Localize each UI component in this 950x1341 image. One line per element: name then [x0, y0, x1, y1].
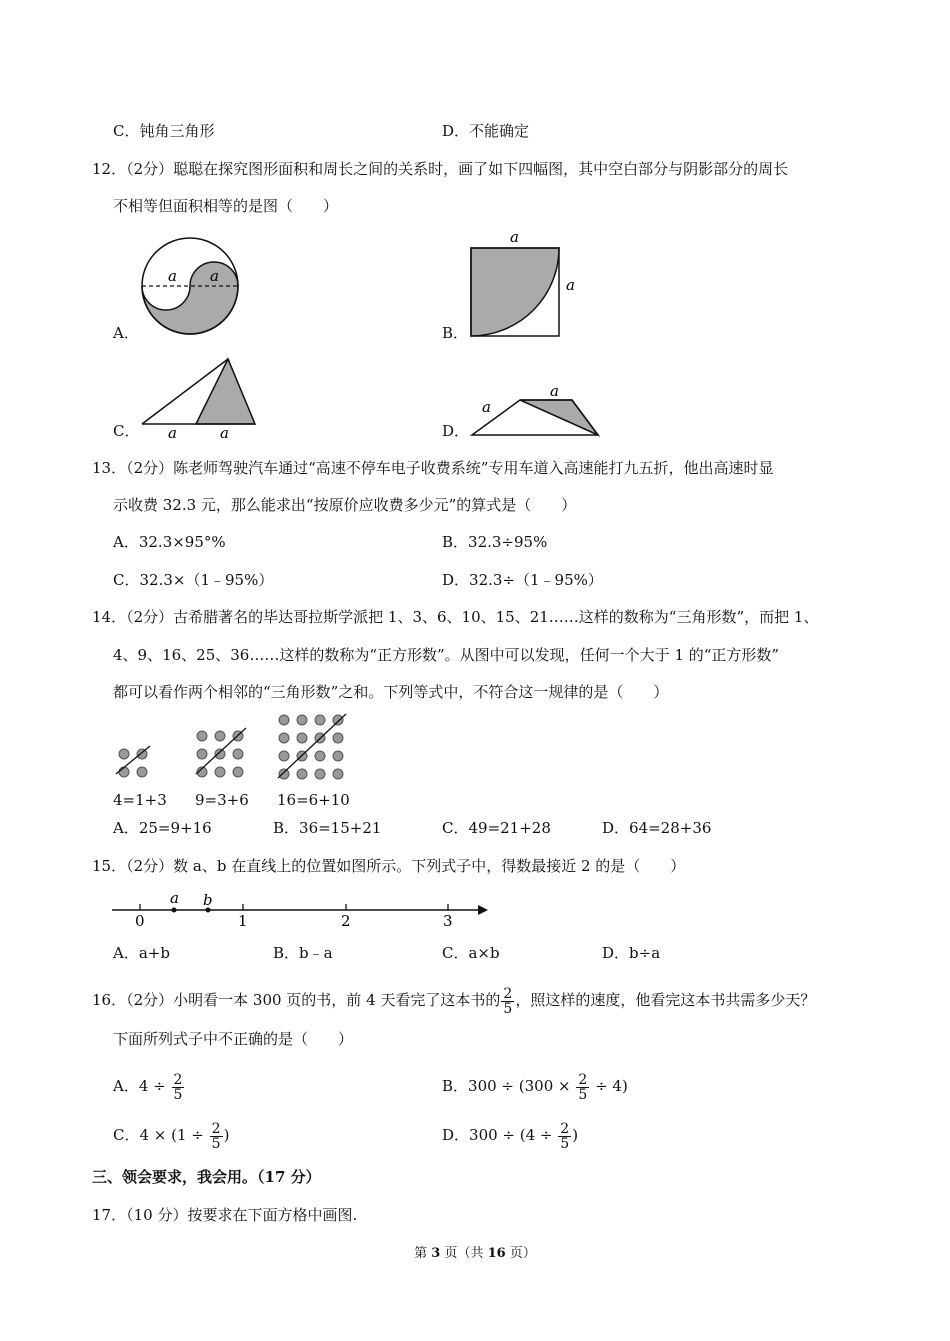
- q16-opt-a-frac: [172, 1073, 185, 1102]
- q12-fig-c-label-2: a: [220, 424, 229, 442]
- q12-figure-b-square: [470, 228, 590, 340]
- q16-opt-c-den: 5: [211, 1135, 221, 1152]
- q16-opt-d-num: 2: [560, 1120, 570, 1137]
- q15-option-c: C．a×b: [442, 944, 500, 962]
- q11-option-c: C．钝角三角形: [113, 122, 215, 140]
- footer-pre: 第: [414, 1246, 432, 1261]
- q13-stem-line1: 13．（2分）陈老师驾驶汽车通过“高速不停车电子收费系统”专用车道入高速能打九五折，他出高速时显: [92, 459, 774, 477]
- q16-stem-line1: [92, 982, 815, 1018]
- q14-dots-2x2: [119, 749, 147, 777]
- q12-fig-a-label-2: a: [210, 267, 219, 285]
- q12-stem-line2: 不相等但面积相等的是图（ ）: [113, 197, 339, 215]
- q15-label-b: b: [203, 891, 213, 909]
- q16-opt-c-pre: C．4 × (1 ÷: [113, 1126, 204, 1144]
- q15-option-a: A．a+b: [113, 944, 170, 962]
- q15-stem: 15．（2分）数 a、b 在直线上的位置如图所示。下列式子中，得数最接近 2 的是（ ）: [92, 857, 686, 875]
- q15-tick-2: 2: [341, 912, 351, 930]
- q16-option-a: [113, 1068, 185, 1104]
- q11-option-d: D．不能确定: [442, 122, 530, 140]
- q12-fig-d-label-left: a: [482, 398, 491, 416]
- q16-frac-num: 2: [503, 985, 513, 1002]
- q12-figure-a-yinyang: [140, 236, 244, 340]
- q17-stem: 17．（10 分）按要求在下面方格中画图.: [92, 1206, 358, 1224]
- q12-option-c: C．: [113, 422, 140, 440]
- q16-opt-d-post: ): [572, 1126, 579, 1144]
- q15-label-a: a: [170, 889, 179, 907]
- q14-fig-label-1: 4=1+3: [113, 791, 167, 809]
- q16-opt-a-den: 5: [173, 1086, 183, 1103]
- q16-opt-a-pre: A．4 ÷: [113, 1077, 166, 1095]
- q16-frac-den: 5: [503, 1000, 513, 1017]
- q12-fig-b-label-right: a: [566, 276, 575, 294]
- q15-option-b: B．b﹣a: [273, 944, 333, 962]
- q14-option-d: D．64=28+36: [602, 819, 712, 837]
- footer-page-number: 3: [431, 1246, 441, 1261]
- q14-stem-line3: 都可以看作两个相邻的“三角形数”之和。下列等式中，不符合这一规律的是（ ）: [113, 683, 669, 701]
- q12-fig-d-label-top: a: [550, 382, 559, 400]
- q16-fraction: [501, 987, 514, 1016]
- q13-option-d: D．32.3÷（1﹣95%）: [442, 571, 603, 589]
- q16-opt-b-frac: [576, 1073, 589, 1102]
- q12-fig-a-label-1: a: [168, 267, 177, 285]
- section-3-heading: 三、领会要求，我会用。（17 分）: [92, 1168, 321, 1186]
- q16-option-b: [442, 1068, 628, 1104]
- q15-tick-1: 1: [238, 912, 248, 930]
- q13-option-b: B．32.3÷95%: [442, 533, 548, 551]
- q14-fig-label-2: 9=3+6: [195, 791, 249, 809]
- q14-option-b: B．36=15+21: [273, 819, 382, 837]
- q14-stem-line1: 14．（2分）古希腊著名的毕达哥拉斯学派把 1、3、6、10、15、21……这样的数称为“三角形数”，而把 1、: [92, 608, 819, 626]
- q16-opt-c-frac: [210, 1122, 223, 1151]
- q12-option-d: D．: [442, 422, 470, 440]
- q14-option-c: C．49=21+28: [442, 819, 551, 837]
- q13-option-c: C．32.3×（1﹣95%）: [113, 571, 274, 589]
- q12-option-b: B．: [442, 324, 469, 342]
- q16-opt-d-frac: [558, 1122, 571, 1151]
- q16-stem-part2: ，照这样的速度，他看完这本书共需多少天？: [515, 991, 816, 1009]
- q16-opt-d-pre: D．300 ÷ (4 ÷: [442, 1126, 553, 1144]
- q16-stem-line2: 下面所列式子中不正确的是（ ）: [113, 1030, 354, 1048]
- q16-opt-c-num: 2: [211, 1120, 221, 1137]
- footer-mid: 页（共: [440, 1246, 488, 1261]
- q12-fig-b-label-top: a: [510, 228, 519, 246]
- q12-figure-d-trapezoid: [468, 382, 604, 442]
- q15-point-a: [172, 908, 177, 913]
- q12-figure-c-triangles: [140, 356, 260, 442]
- q16-option-d: [442, 1117, 578, 1153]
- q16-option-c: [113, 1117, 229, 1153]
- q16-opt-b-den: 5: [578, 1086, 588, 1103]
- q13-option-a: A．32.3×95°%: [113, 533, 226, 551]
- q16-opt-a-num: 2: [173, 1071, 183, 1088]
- footer-post: 页）: [505, 1246, 536, 1261]
- q12-option-a: A．: [113, 324, 139, 342]
- q14-option-a: A．25=9+16: [113, 819, 212, 837]
- q15-number-line: [110, 888, 495, 930]
- q14-fig-label-3: 16=6+10: [277, 791, 350, 809]
- q14-dot-figures: [112, 710, 372, 782]
- q16-opt-b-num: 2: [578, 1071, 588, 1088]
- q14-stem-line2: 4、9、16、25、36……这样的数称为“正方形数”。从图中可以发现，任何一个大于 1 的“正方形数”: [113, 646, 780, 664]
- q15-tick-0: 0: [135, 912, 145, 930]
- q16-stem-part1: 16．（2分）小明看一本 300 页的书，前 4 天看完了这本书的: [92, 991, 501, 1009]
- q16-opt-d-den: 5: [560, 1135, 570, 1152]
- q16-opt-c-post: ): [223, 1126, 230, 1144]
- q16-opt-b-pre: B．300 ÷ (300 ×: [442, 1077, 571, 1095]
- q13-stem-line2: 示收费 32.3 元，那么能求出“按原价应收费多少元”的算式是（ ）: [113, 496, 577, 514]
- q12-stem-line1: 12．（2分）聪聪在探究图形面积和周长之间的关系时，画了如下四幅图，其中空白部分与阴影部分的周长: [92, 160, 789, 178]
- page-footer: [0, 1244, 950, 1264]
- q16-opt-b-post: ÷ 4): [595, 1077, 628, 1095]
- q15-option-d: D．b÷a: [602, 944, 661, 962]
- footer-total-pages: 16: [487, 1246, 506, 1261]
- q15-tick-3: 3: [443, 912, 453, 930]
- q12-fig-c-label-1: a: [168, 424, 177, 442]
